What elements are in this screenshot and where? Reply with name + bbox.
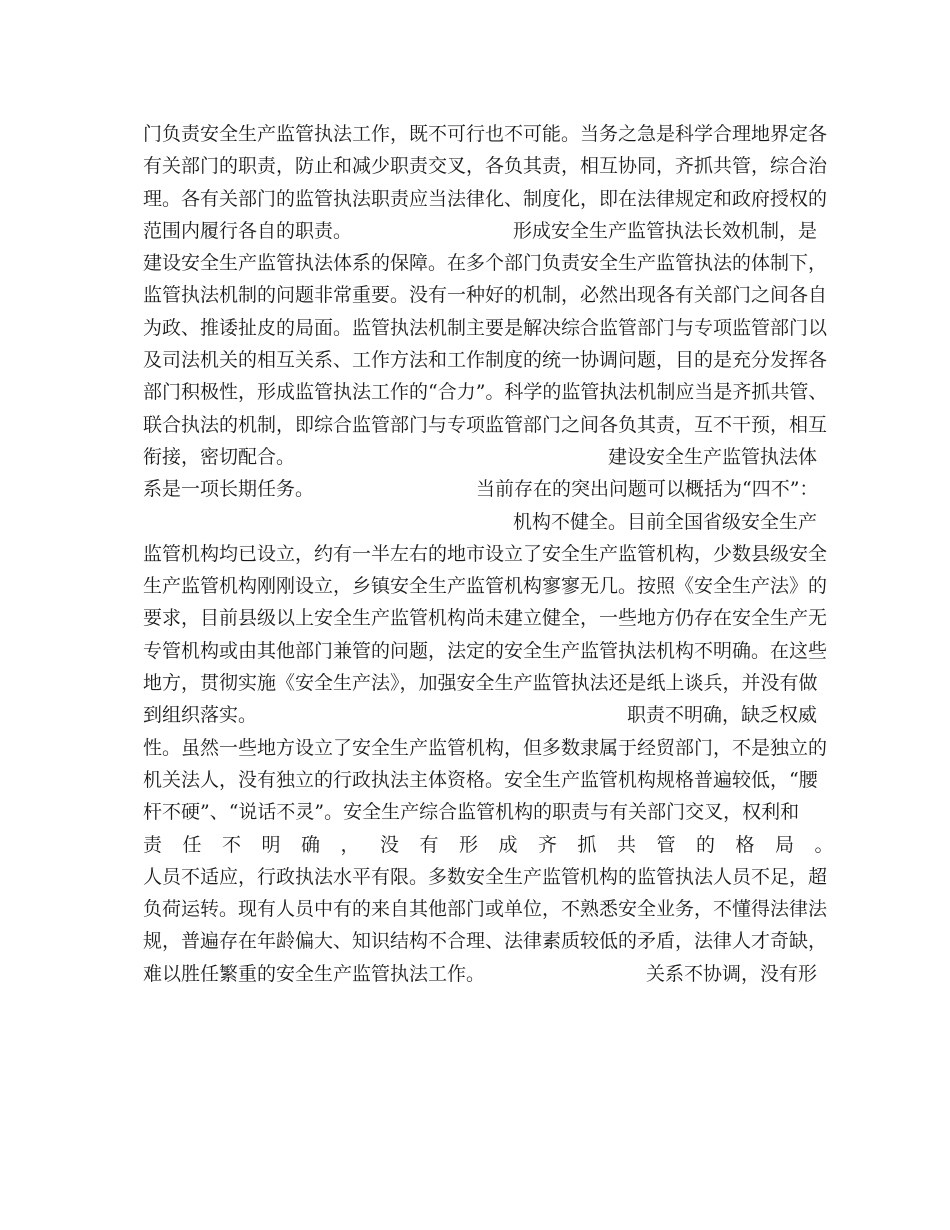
text-line [143,344,833,376]
text-segment: 负荷运转。现有人员中有的来自其他部门或单位，不熟悉安全业务，不懂得法律法 [143,898,828,921]
text-segment: 理。各有关部门的监管执法职责应当法律化、制度化，即在法律规定和政府授权的 [143,187,828,210]
text-line [143,441,833,473]
text-segment: 责任不明确，没有形成齐抓共管的格局。 [143,833,855,856]
text-segment: 关系不协调，没有形 [646,962,818,985]
text-line [143,376,833,408]
text-line [143,409,833,441]
text-line [143,861,833,893]
text-line [143,312,833,344]
text-line [143,506,833,538]
text-line [143,215,833,247]
text-segment: 生产监管机构刚刚设立，乡镇安全生产监管机构寥寥无几。按照《安全生产法》的 [143,575,828,598]
text-segment: 规，普遍存在年龄偏大、知识结构不合理、法律素质较低的矛盾，法律人才奇缺， [143,930,828,953]
text-segment: 门负责安全生产监管执法工作，既不可行也不可能。当务之急是科学合理地界定各 [143,123,828,145]
text-segment: 建设安全生产监管执法体 [608,445,818,468]
text-segment: 联合执法的机制，即综合监管部门与专项监管部门之间各负其责，互不干预，相互 [143,413,828,436]
text-line [143,699,833,731]
text-segment: 形成安全生产监管执法长效机制，是 [513,219,818,242]
text-line [143,279,833,311]
text-segment: 有关部门的职责，防止和减少职责交叉，各负其责，相互协同，齐抓共管，综合治 [143,155,828,178]
text-segment: 地方，贯彻实施《安全生产法》，加强安全生产监管执法还是纸上谈兵，并没有做 [143,672,818,695]
text-line [143,473,833,505]
text-line [143,732,833,764]
text-line [143,538,833,570]
text-line [143,635,833,667]
text-segment: 职责不明确，缺乏权威 [627,704,818,727]
text-segment: 部门积极性，形成监管执法工作的“合力”。科学的监管执法机制应当是齐抓共管、 [143,381,828,404]
text-line [143,796,833,828]
text-segment: 专管机构或由其他部门兼管的问题，法定的安全生产监管执法机构不明确。在这些 [143,639,828,662]
text-segment: 建设安全生产监管执法体系的保障。在多个部门负责安全生产监管执法的体制下， [143,252,828,275]
text-segment: 机构不健全。目前全国省级安全生产 [513,510,818,533]
text-line [143,958,833,990]
text-line [143,247,833,279]
text-segment: 机关法人，没有独立的行政执法主体资格。安全生产监管机构规格普遍较低，“腰 [143,768,818,791]
text-line [143,602,833,634]
text-segment: 难以胜任繁重的安全生产监管执法工作。 [143,962,486,985]
text-line [143,829,855,861]
text-segment: 为政、推诿扯皮的局面。监管执法机制主要是解决综合监管部门与专项监管部门以 [143,316,828,339]
body-text [143,118,855,990]
text-line [143,150,833,182]
text-segment: 系是一项长期任务。 [143,478,315,501]
text-segment: 性。虽然一些地方设立了安全生产监管机构，但多数隶属于经贸部门，不是独立的 [143,736,828,759]
text-segment: 人员不适应，行政执法水平有限。多数安全生产监管机构的监管执法人员不足，超 [143,865,828,888]
text-line [143,570,833,602]
text-line [143,893,833,925]
text-segment: 衔接，密切配合。 [143,445,296,468]
text-line [143,183,833,215]
text-line [143,667,833,699]
text-segment: 杆不硬”、“说话不灵”。安全生产综合监管机构的职责与有关部门交叉，权利和 [143,801,800,824]
text-line [143,925,833,957]
text-segment: 监管机构均已设立，约有一半左右的地市设立了安全生产监管机构，少数县级安全 [143,542,828,565]
text-segment: 到组织落实。 [143,704,258,727]
text-segment: 监管执法机制的问题非常重要。没有一种好的机制，必然出现各有关部门之间各自 [143,284,828,307]
text-segment: 当前存在的突出问题可以概括为“四不”： [476,478,819,501]
text-segment: 及司法机关的相互关系、工作方法和工作制度的统一协调问题，目的是充分发挥各 [143,349,828,372]
text-segment: 要求，目前县级以上安全生产监管机构尚未建立健全，一些地方仍存在安全生产无 [143,607,828,630]
text-line [143,118,833,150]
text-line [143,764,833,796]
text-segment: 范围内履行各自的职责。 [143,219,353,242]
